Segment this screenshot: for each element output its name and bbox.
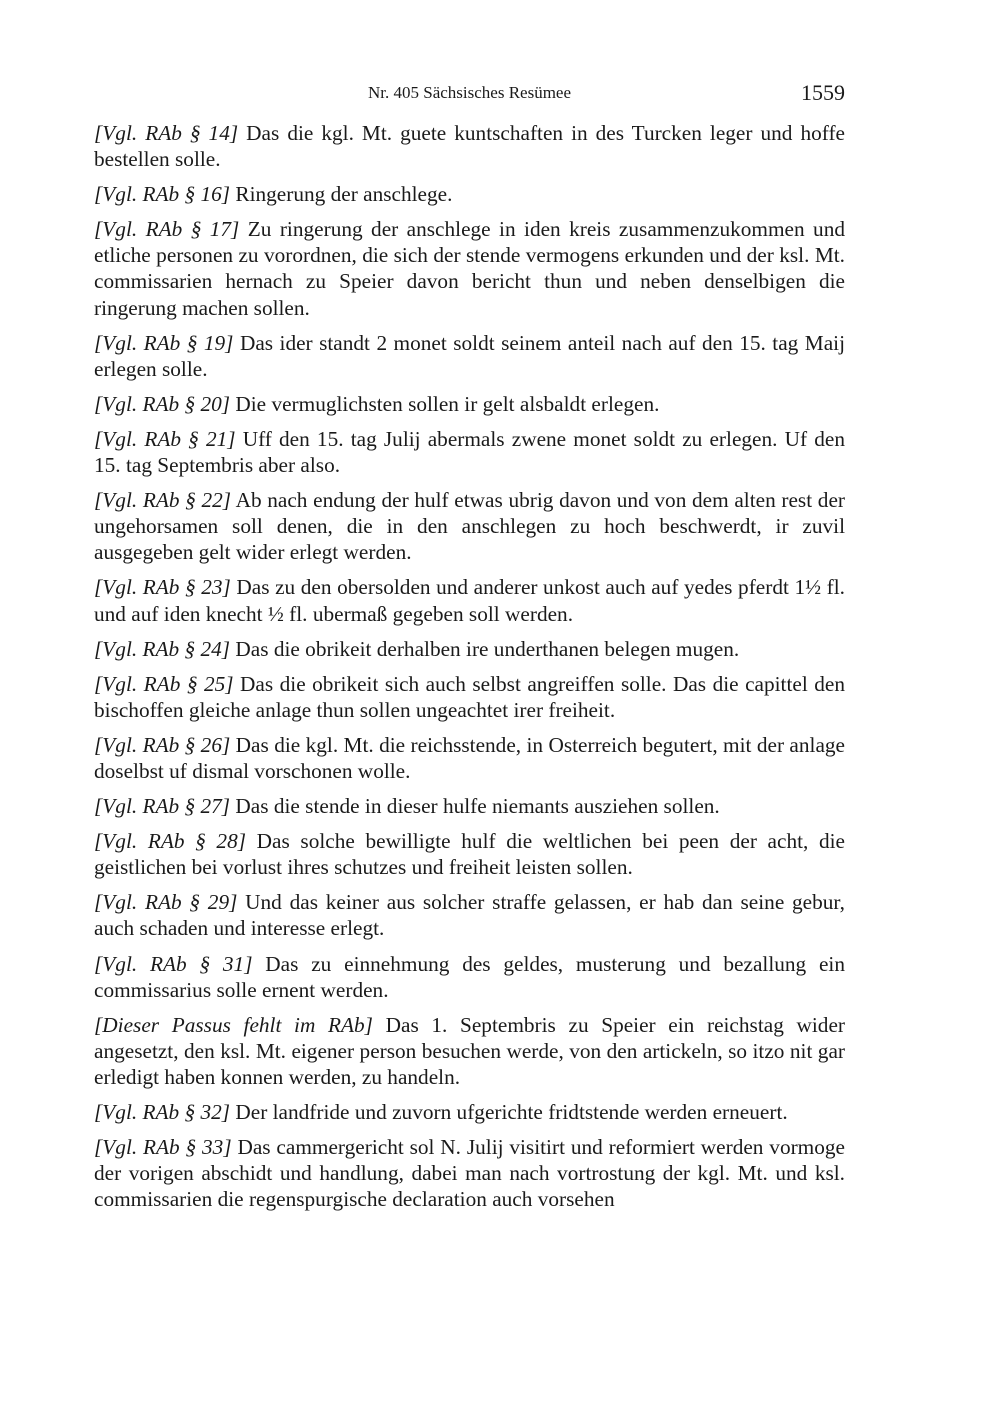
section-reference: [Vgl. RAb § 17]	[94, 217, 240, 242]
section-reference: [Vgl. RAb § 32]	[94, 1100, 231, 1124]
paragraph	[94, 120, 845, 172]
section-reference: [Vgl. RAb § 19]	[94, 330, 234, 355]
paragraph-text: Das solche bewilligte hulf die weltlichen bei peen der acht, die geistlichen bei vorlust ihres schutzes und freiheit leisten sollen.	[94, 829, 846, 880]
section-reference: [Vgl. RAb § 25]	[94, 671, 234, 696]
paragraph	[94, 1012, 845, 1090]
paragraph-text: Zu ringerung der anschlege in iden kreis zusammenzukommen und etliche personen zu vorordnen, die sich der stende vermogens erkunden und der ksl. Mt. commissarien hernach zu Speier davon bericht thun und neben denselbigen die ringerung machen sollen.	[94, 217, 845, 320]
paragraph-text: Das die obrikeit sich auch selbst angreiffen solle. Das die capittel den bischoffen gleiche anlage thun sollen ungeachtet irer freiheit.	[94, 671, 845, 722]
paragraph-text: Uff den 15. tag Julij abermals zwene monet soldt zu erlegen. Uf den 15. tag Septembris aber also.	[94, 426, 845, 478]
page-header	[94, 80, 845, 106]
paragraph	[94, 671, 845, 723]
section-reference: [Vgl. RAb § 27]	[94, 794, 231, 819]
paragraph-text: Und das keiner aus solcher straffe gelassen, er hab dan seine gebur, auch schaden und interesse erlegt.	[94, 890, 845, 941]
section-reference: [Vgl. RAb § 28]	[94, 829, 247, 854]
paragraph	[94, 793, 845, 819]
section-reference: [Vgl. RAb § 24]	[94, 636, 231, 661]
section-reference: [Vgl. RAb § 33]	[94, 1135, 232, 1160]
paragraph-text: Das zu den obersolden und anderer unkost auch auf yedes pferdt 1½ fl. und auf iden knecht ½ fl. ubermaß gegeben soll werden.	[94, 575, 846, 626]
paragraph	[94, 828, 845, 880]
section-reference: [Vgl. RAb § 29]	[94, 890, 238, 915]
paragraph-text: Die vermuglichsten sollen ir gelt alsbaldt erlegen.	[230, 391, 660, 416]
paragraph-text: Das die kgl. Mt. die reichsstende, in Osterreich begutert, mit der anlage doselbst uf dismal vorschonen wolle.	[94, 732, 845, 783]
section-reference: [Vgl. RAb § 20]	[94, 391, 231, 416]
paragraph-text: Der landfride und zuvorn ufgerichte fridtstende werden erneuert.	[230, 1100, 788, 1124]
paragraph	[94, 1099, 845, 1125]
paragraph	[94, 426, 845, 478]
page-number: 1559	[801, 80, 845, 105]
section-reference: [Vgl. RAb § 14]	[94, 121, 239, 145]
page-body	[94, 120, 845, 1221]
paragraph-text: Das ider standt 2 monet soldt seinem anteil nach auf den 15. tag Maij erlegen solle.	[94, 330, 846, 381]
paragraph-text: Das die kgl. Mt. guete kuntschaften in des Turcken leger und hoffe bestellen solle.	[94, 121, 845, 172]
paragraph	[94, 732, 845, 784]
section-reference: [Vgl. RAb § 22]	[94, 488, 232, 513]
section-reference: [Dieser Passus fehlt im RAb]	[94, 1012, 373, 1037]
paragraph-text: Ab nach endung der hulf etwas ubrig davon und von dem alten rest der ungehorsamen soll denen, die in den anschlegen zu hoch beschwerdt, ir zuvil ausgegeben gelt wider erlegt werden.	[94, 488, 845, 565]
paragraph-text: Das 1. Septembris zu Speier ein reichstag wider angesetzt, den ksl. Mt. eigener person besuchen werde, von den artickeln, so itzo nit gar erledigt haben konnen werden, zu handeln.	[94, 1012, 845, 1089]
paragraph-text: Das die stende in dieser hulfe niemants ausziehen sollen.	[230, 794, 720, 819]
section-reference: [Vgl. RAb § 16]	[94, 182, 231, 207]
section-reference: [Vgl. RAb § 26]	[94, 732, 231, 757]
paragraph-text: Das zu einnehmung des geldes, musterung und bezallung ein commissarius solle ernent werden.	[94, 951, 845, 1002]
paragraph	[94, 487, 845, 565]
section-reference: [Vgl. RAb § 31]	[94, 951, 253, 976]
paragraph	[94, 181, 845, 207]
section-reference: [Vgl. RAb § 21]	[94, 426, 236, 451]
paragraph-text: Das die obrikeit derhalben ire underthanen belegen mugen.	[230, 636, 740, 661]
paragraph-text: Das cammergericht sol N. Julij visitirt und reformiert werden vormoge der vorigen abschidt und handlung, dabei man nach vortrostung der kgl. Mt. und ksl. commissarien die regenspurgische declaration auch vorsehen	[94, 1135, 845, 1212]
paragraph	[94, 1134, 845, 1212]
section-reference: [Vgl. RAb § 23]	[94, 575, 231, 600]
paragraph	[94, 574, 845, 626]
paragraph	[94, 951, 845, 1003]
running-title: Nr. 405 Sächsisches Resümee	[367, 83, 572, 102]
paragraph	[94, 636, 845, 662]
paragraph	[94, 889, 845, 941]
paragraph	[94, 391, 845, 417]
paragraph-text: Ringerung der anschlege.	[230, 182, 453, 207]
paragraph	[94, 330, 845, 382]
paragraph	[94, 216, 845, 320]
